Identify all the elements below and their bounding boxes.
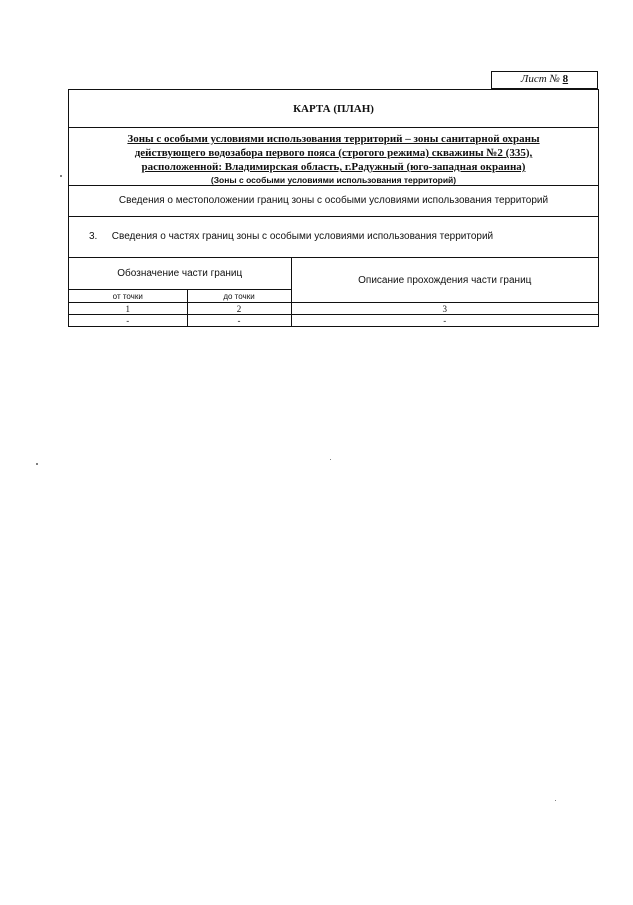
sheet-number-box bbox=[491, 71, 598, 89]
table-header-row bbox=[69, 258, 598, 290]
boundary-parts-table bbox=[69, 258, 598, 327]
map-title: КАРТА (ПЛАН) bbox=[293, 103, 374, 115]
header-description: Описание прохождения части границ bbox=[291, 258, 598, 303]
scan-speck bbox=[36, 463, 38, 465]
parts-heading-row bbox=[69, 217, 598, 258]
column-number: 1 bbox=[69, 303, 187, 315]
zone-description-line-1: Зоны с особыми условиями использования территорий – зоны санитарной охраны bbox=[127, 133, 540, 145]
zone-description-row bbox=[69, 128, 598, 186]
table-cell: - bbox=[69, 315, 187, 327]
table-cell: - bbox=[187, 315, 291, 327]
column-number: 3 bbox=[291, 303, 598, 315]
subheader-to-point: до точки bbox=[187, 290, 291, 303]
map-form bbox=[68, 89, 599, 327]
column-number-row bbox=[69, 303, 598, 315]
sheet-number-value: 8 bbox=[562, 73, 569, 85]
sheet-number-label: Лист № bbox=[520, 73, 560, 85]
scan-speck bbox=[60, 175, 62, 177]
location-heading: Сведения о местоположении границ зоны с особыми условиями использования территорий bbox=[118, 195, 549, 206]
subheader-from-point: от точки bbox=[69, 290, 187, 303]
scan-speck bbox=[555, 800, 556, 801]
zone-subtitle: (Зоны с особыми условиями использования территорий) bbox=[210, 175, 457, 185]
scan-speck bbox=[330, 459, 331, 460]
zone-description-line-2: действующего водозабора первого пояса (строгого режима) скважины №2 (335), bbox=[134, 147, 533, 159]
parts-heading: Сведения о частях границ зоны с особыми условиями использования территорий bbox=[111, 231, 494, 242]
column-number: 2 bbox=[187, 303, 291, 315]
header-designation: Обозначение части границ bbox=[69, 258, 291, 290]
table-cell: - bbox=[291, 315, 598, 327]
section-number: 3. bbox=[89, 231, 98, 242]
zone-description-line-3: расположенной: Владимирская область, г.Радужный (юго-западная окраина) bbox=[141, 161, 526, 173]
table-row bbox=[69, 315, 598, 327]
map-title-row bbox=[69, 90, 598, 128]
location-heading-row bbox=[69, 186, 598, 217]
